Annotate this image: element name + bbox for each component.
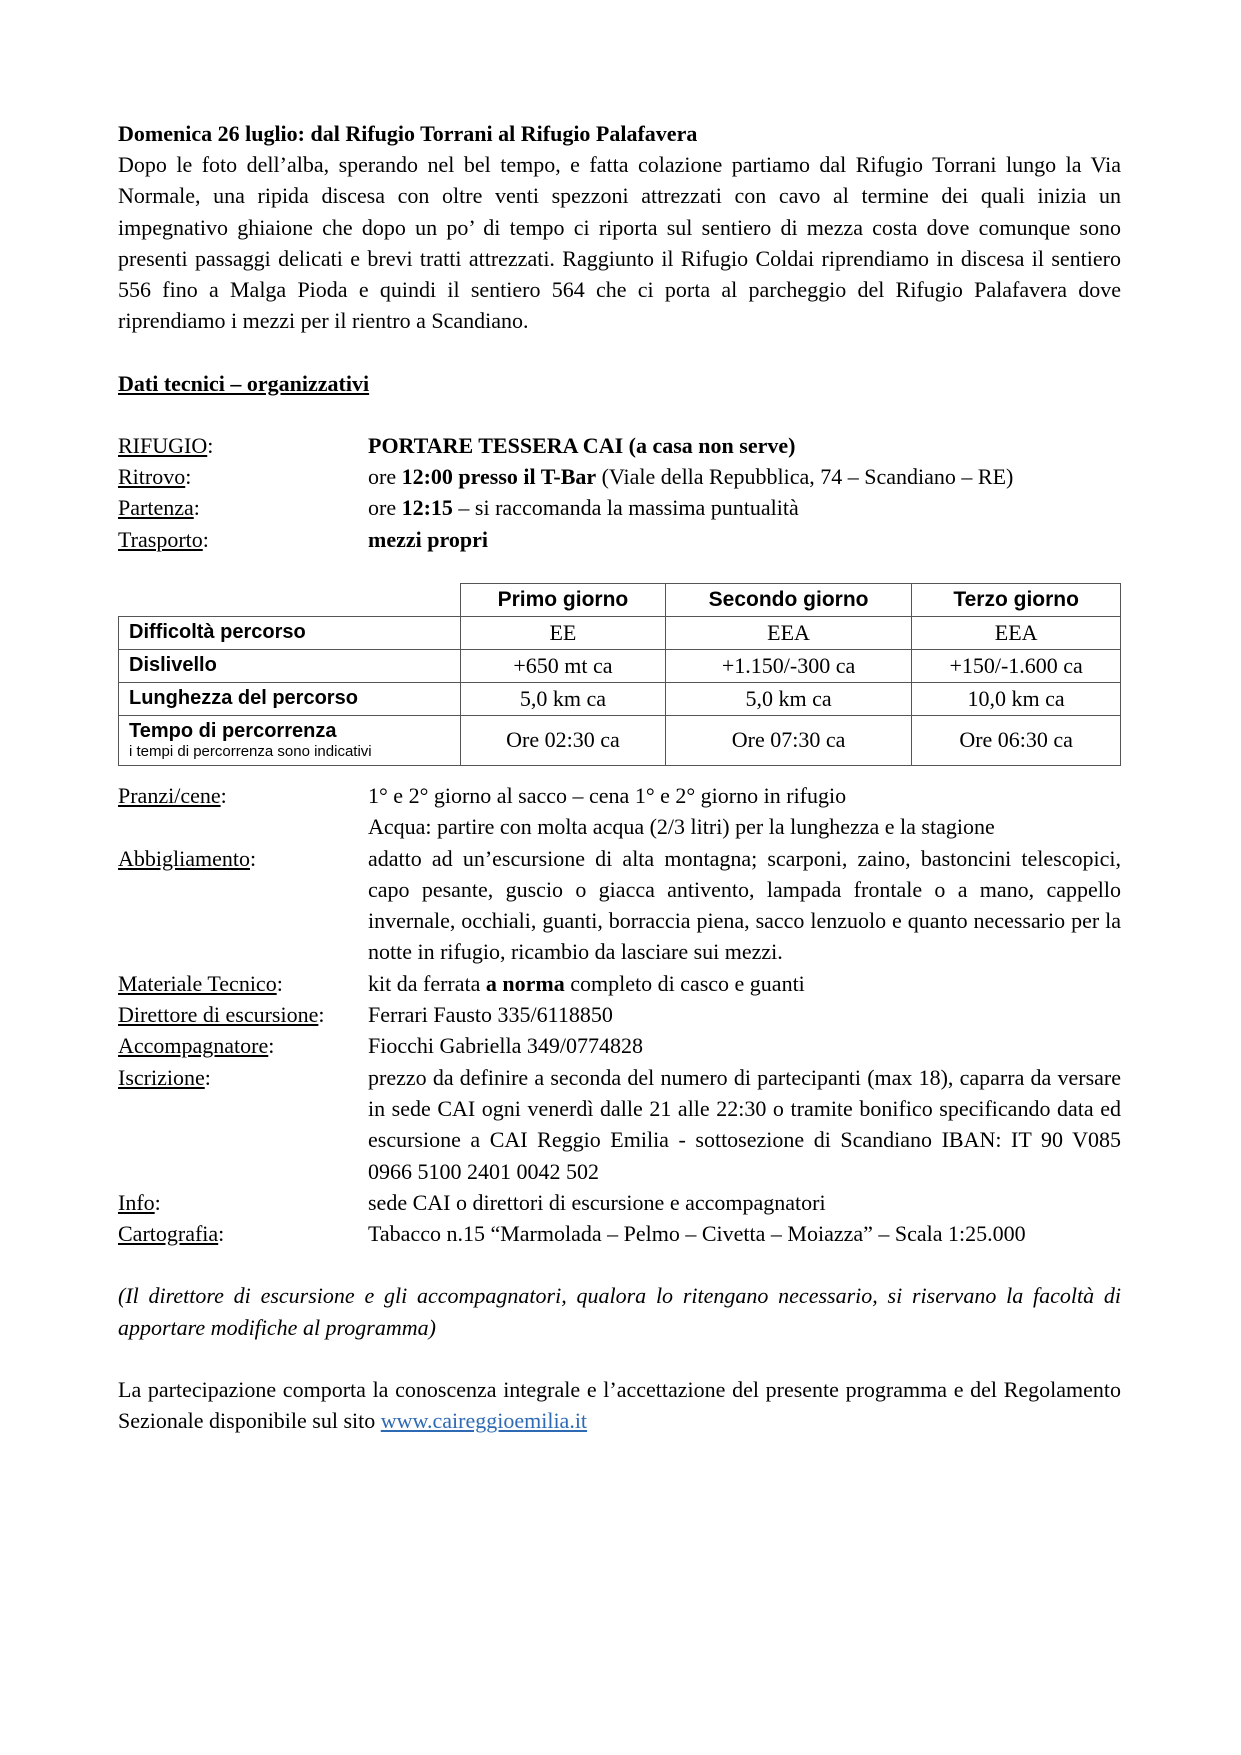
table-cell: EE <box>461 616 666 649</box>
table-header-row <box>119 583 1121 616</box>
info-row-cartografia: Cartografia: Tabacco n.15 “Marmolada – Pelmo – Civetta – Moiazza” – Scala 1:25.000 <box>118 1221 1026 1247</box>
info-row-materiale: Materiale Tecnico: kit da ferrata a norma completo di casco e guanti <box>118 970 805 996</box>
label-partenza: Partenza <box>118 495 194 521</box>
col-header: Primo giorno <box>461 583 666 616</box>
table-cell: 10,0 km ca <box>912 682 1121 715</box>
table-row <box>119 616 1121 649</box>
info-row-abbigliamento: Abbigliamento: adatto ad un’escursione di alta montagna; scarponi, zaino, bastoncini telescopici, capo pesante, guscio o giacca antivento, lampada frontale o a mano, cappello invernale, occhiali, guanti, borraccia piena, sacco lenzuolo e quanto necessario per la notte in rifugio, ricambio da lasciare sui mezzi. <box>118 845 1121 965</box>
table-cell: +650 mt ca <box>461 649 666 682</box>
bottom-info-block <box>118 780 1121 1249</box>
table-cell: Ore 02:30 ca <box>461 715 666 765</box>
value-ritrovo-time: 12:00 presso il T-Bar <box>401 464 597 490</box>
col-header: Secondo giorno <box>665 583 911 616</box>
table-cell: EEA <box>912 616 1121 649</box>
day-description: Dopo le foto dell’alba, sperando nel bel tempo, e fatta colazione partiamo dal Rifugio Torrani lungo la Via Normale, una ripida discesa con oltre venti spezzoni attrezzati con cavo al termine dei quali inizia un impegnativo ghiaione che dopo un po’ di tempo ci riporta sul sentiero di mezza costa dove comunque sono presenti passaggi delicati e brevi tratti attrezzati. Raggiunto il Rifugio Coldai riprendiamo in discesa il sentiero 556 fino a Malga Pioda e quindi il sentiero 564 che ci porta al parcheggio del Rifugio Palafavera dove riprendiamo i mezzi per il rientro a Scandiano. <box>118 152 1121 334</box>
value-rifugio: PORTARE TESSERA CAI (a casa non serve) <box>368 432 796 458</box>
label-rifugio: RIFUGIO <box>118 432 208 458</box>
tech-table <box>118 583 1121 766</box>
value-partenza-time: 12:15 <box>401 495 453 521</box>
label-ritrovo: Ritrovo <box>118 464 186 490</box>
info-row-trasporto: Trasporto: mezzi propri <box>118 526 488 552</box>
tech-section-title: Dati tecnici – organizzativi <box>118 370 370 396</box>
col-header: Terzo giorno <box>912 583 1121 616</box>
closing-paragraph: La partecipazione comporta la conoscenza integrale e l’accettazione del presente programma e del Regolamento Sezionale disponibile sul sito www.caireggioemilia.it <box>118 1377 1121 1434</box>
info-row-pranzi: Pranzi/cene: 1° e 2° giorno al sacco – cena 1° e 2° giorno in rifugio Acqua: partire con molta acqua (2/3 litri) per la lunghezza e la stagione <box>118 782 995 840</box>
info-row-partenza: Partenza: ore 12:15 – si raccomanda la massima puntualità <box>118 495 799 521</box>
table-cell: 5,0 km ca <box>665 682 911 715</box>
day-title: Domenica 26 luglio: dal Rifugio Torrani al Rifugio Palafavera <box>118 121 698 146</box>
info-row-accompagnatore: Accompagnatore: Fiocchi Gabriella 349/0774828 <box>118 1033 643 1059</box>
info-row-rifugio: RIFUGIO: PORTARE TESSERA CAI (a casa non serve) <box>118 432 796 458</box>
row-header: Dislivello <box>119 649 461 682</box>
table-cell: 5,0 km ca <box>461 682 666 715</box>
info-row-info: Info: sede CAI o direttori di escursione e accompagnatori <box>118 1189 826 1215</box>
document-page <box>118 118 1121 1437</box>
row-header: Difficoltà percorso <box>119 616 461 649</box>
top-info-block <box>118 430 1121 555</box>
row-header: Tempo di percorrenza i tempi di percorrenza sono indicativi <box>119 715 461 765</box>
table-cell: +150/-1.600 ca <box>912 649 1121 682</box>
table-row <box>119 715 1121 765</box>
table-row <box>119 682 1121 715</box>
value-trasporto: mezzi propri <box>368 526 488 552</box>
website-link[interactable]: www.caireggioemilia.it <box>380 1408 588 1434</box>
disclaimer-note: (Il direttore di escursione e gli accompagnatori, qualora lo ritengano necessario, si riservano la facoltà di apportare modifiche al programma) <box>118 1283 1121 1340</box>
table-cell: Ore 07:30 ca <box>665 715 911 765</box>
row-header: Lunghezza del percorso <box>119 682 461 715</box>
label-trasporto: Trasporto <box>118 526 203 552</box>
table-cell: Ore 06:30 ca <box>912 715 1121 765</box>
info-row-iscrizione: Iscrizione: prezzo da definire a seconda del numero di partecipanti (max 18), caparra da versare in sede CAI ogni venerdì dalle 21 alle 22:30 o tramite bonifico specificando data ed escursione a CAI Reggio Emilia - sottosezione di Scandiano IBAN: IT 90 V085 0966 5100 2401 0042 502 <box>118 1064 1121 1184</box>
info-row-ritrovo: Ritrovo: ore 12:00 presso il T-Bar (Viale della Repubblica, 74 – Scandiano – RE) <box>118 464 1014 490</box>
row-note: i tempi di percorrenza sono indicativi <box>129 742 372 760</box>
table-row <box>119 649 1121 682</box>
info-row-direttore: Direttore di escursione: Ferrari Fausto 335/6118850 <box>118 1002 613 1028</box>
table-cell: EEA <box>665 616 911 649</box>
table-cell: +1.150/-300 ca <box>665 649 911 682</box>
